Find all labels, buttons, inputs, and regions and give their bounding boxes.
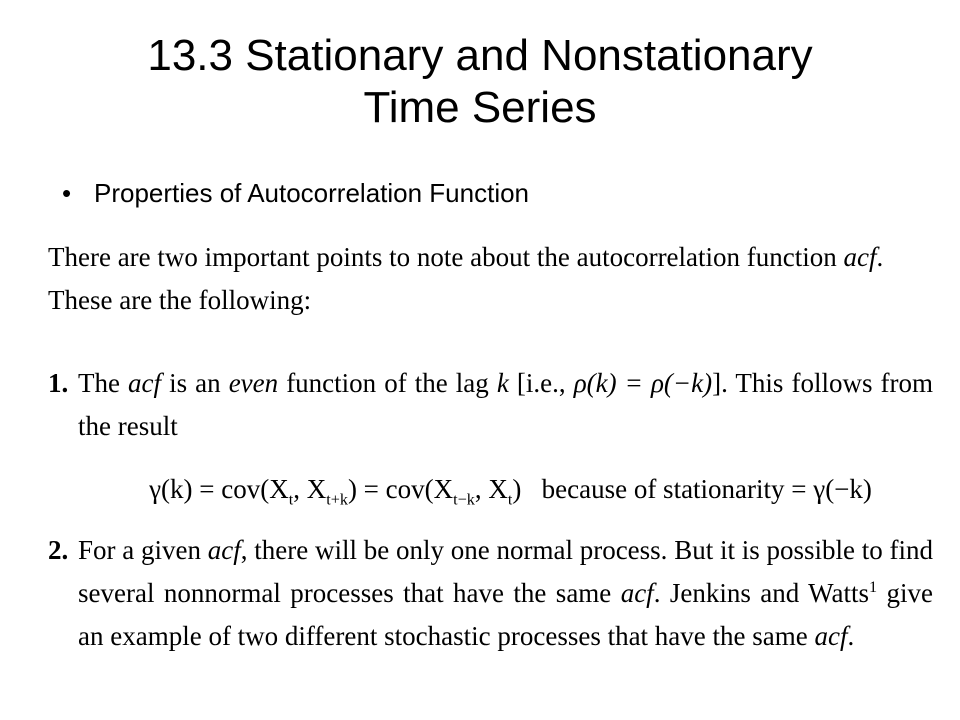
item-1-even: even bbox=[228, 368, 279, 398]
intro-text-a: There are two important points to note about the autocorrelation function bbox=[48, 242, 844, 272]
formula-mid-3: , X bbox=[474, 474, 508, 504]
item-2-text-e: . bbox=[847, 621, 855, 651]
item-2-text bbox=[78, 529, 933, 658]
item-1-lag-k: k bbox=[496, 368, 509, 398]
slide-title bbox=[40, 30, 920, 134]
item-2-acf-2: acf bbox=[620, 578, 654, 608]
formula-mid-1: , X bbox=[293, 474, 327, 504]
bullet-item bbox=[62, 176, 529, 210]
textbook-excerpt bbox=[48, 236, 933, 658]
formula-sub-1: t bbox=[288, 490, 294, 509]
item-2-acf-3: acf bbox=[814, 621, 848, 651]
formula-sub-4: t bbox=[507, 490, 513, 509]
intro-paragraph bbox=[48, 236, 933, 322]
formula-sub-2: t+k bbox=[326, 490, 348, 509]
gamma-formula bbox=[48, 468, 933, 511]
intro-acf: acf bbox=[843, 242, 877, 272]
item-2-number: 2. bbox=[48, 535, 69, 565]
item-1-text bbox=[78, 362, 933, 448]
item-1-text-a: The bbox=[78, 368, 129, 398]
bullet-text: Properties of Autocorrelation Function bbox=[94, 178, 530, 208]
intro-text-b: . These are the following: bbox=[48, 242, 884, 315]
bullet-dot-icon: • bbox=[62, 178, 72, 208]
slide-title-line-2: Time Series bbox=[363, 83, 597, 132]
formula-end: ) bbox=[512, 474, 522, 504]
item-2-text-b: , there will be only one normal process. But it is possible to find several nonnormal processes that have the same bbox=[78, 535, 933, 608]
item-2-text-d: give an example of two different stochastic processes that have the same bbox=[78, 578, 934, 651]
numbered-item-2 bbox=[48, 529, 933, 658]
item-1-text-e: ]. This follows from the result bbox=[78, 368, 933, 441]
spacer bbox=[48, 448, 933, 468]
formula-because: because of stationarity = γ(−k) bbox=[541, 474, 872, 504]
item-2-text-c: . Jenkins and Watts bbox=[653, 578, 870, 608]
formula-lhs: γ(k) = cov(X bbox=[149, 474, 289, 504]
item-2-acf-1: acf bbox=[207, 535, 241, 565]
spacer bbox=[48, 511, 933, 529]
item-1-number: 1. bbox=[48, 368, 69, 398]
slide-title-line-1: 13.3 Stationary and Nonstationary bbox=[147, 31, 813, 80]
item-1-text-b: is an bbox=[161, 368, 229, 398]
spacer bbox=[48, 322, 933, 362]
item-1-text-d: [i.e., bbox=[508, 368, 574, 398]
item-2-footnote-marker: 1 bbox=[869, 578, 878, 596]
numbered-item-1 bbox=[48, 362, 933, 448]
formula-mid-2: ) = cov(X bbox=[347, 474, 454, 504]
item-1-text-c: function of the lag bbox=[278, 368, 497, 398]
item-1-acf: acf bbox=[128, 368, 162, 398]
formula-sub-3: t−k bbox=[453, 490, 475, 509]
item-2-text-a: For a given bbox=[78, 535, 208, 565]
item-1-rho-equation: ρ(k) = ρ(−k) bbox=[573, 368, 713, 398]
